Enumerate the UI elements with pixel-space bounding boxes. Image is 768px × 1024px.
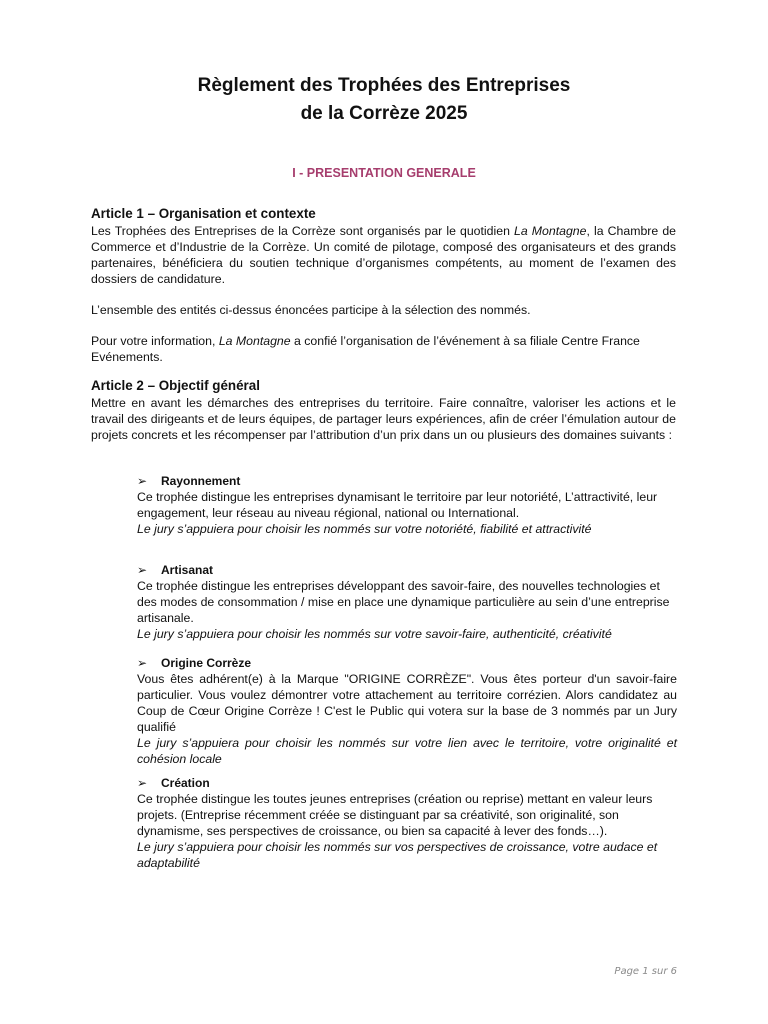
- category-description: Vous êtes adhérent(e) à la Marque "ORIGINE CORRÈZE". Vous êtes porteur d'un savoir-faire particulier. Vous voulez démontrer votre attachement au territoire corrézien. Alors candidatez au Coup de Cœur Origine Corrèze ! C'est le Public qui votera sur la base de 3 nommés par un Jury qualifié: [137, 672, 677, 734]
- article-1-p3-text-a: Pour votre information,: [91, 334, 219, 348]
- article-1-paragraph-2: L’ensemble des entités ci-dessus énoncées participe à la sélection des nommés.: [91, 303, 531, 317]
- category-origine-correze: [137, 655, 677, 767]
- article-2-heading: Article 2 – Objectif général: [91, 378, 260, 393]
- article-2: [91, 377, 676, 443]
- document-title-line2: de la Corrèze 2025: [300, 103, 468, 124]
- category-name: Origine Corrèze: [161, 656, 252, 670]
- category-jury-note: Le jury s’appuiera pour choisir les nommés sur votre lien avec le territoire, votre originalité et cohésion locale: [137, 736, 677, 766]
- category-name: Rayonnement: [161, 474, 241, 488]
- article-1-p3-emphasis: La Montagne: [218, 334, 291, 348]
- arrow-bullet-icon: ➢: [137, 563, 148, 577]
- category-rayonnement: [137, 473, 677, 537]
- article-1-p3-text-b: a confié l’organisation de l’événement à sa filiale Centre France Evénements.: [91, 334, 640, 364]
- category-name: Création: [161, 776, 210, 790]
- article-1: [91, 205, 676, 365]
- page-number: Page 1 sur 6: [614, 966, 677, 977]
- category-name: Artisanat: [161, 563, 214, 577]
- category-jury-note: Le jury s’appuiera pour choisir les nommés sur vos perspectives de croissance, votre audace et adaptabilité: [137, 840, 658, 870]
- article-1-p1-emphasis: La Montagne: [514, 224, 587, 238]
- document-title-line1: Règlement des Trophées des Entreprises: [197, 75, 571, 96]
- arrow-bullet-icon: ➢: [137, 474, 148, 488]
- category-artisanat: [137, 562, 677, 642]
- category-heading: [137, 655, 677, 671]
- arrow-bullet-icon: ➢: [137, 656, 148, 670]
- category-heading: [137, 562, 677, 578]
- category-creation: [137, 775, 677, 871]
- article-2-intro: Mettre en avant les démarches des entreprises du territoire. Faire connaître, valoriser les actions et le travail des dirigeants et de leurs équipes, de partager leurs expériences, afin de créer l’émulation autour de projets concrets et les récompenser par l’attribution d’un prix dans un ou plusieurs des domaines suivants :: [91, 396, 676, 442]
- article-1-p1-text-b: , la Chambre de Commerce et d’Industrie de la Corrèze. Un comité de pilotage, composé des organisateurs et des grands partenaires, bénéficiera du soutien technique d’organismes compétents, au moment de l’examen des dossiers de candidature.: [91, 224, 676, 286]
- category-heading: [137, 473, 677, 489]
- category-jury-note: Le jury s’appuiera pour choisir les nommés sur votre notoriété, fiabilité et attractivité: [137, 522, 592, 536]
- article-1-paragraph-1: [91, 223, 676, 287]
- section-title: I - PRESENTATION GENERALE: [292, 166, 476, 180]
- category-jury-note: Le jury s’appuiera pour choisir les nommés sur votre savoir-faire, authenticité, créativité: [137, 627, 612, 641]
- arrow-bullet-icon: ➢: [137, 776, 148, 790]
- category-description: Ce trophée distingue les toutes jeunes entreprises (création ou reprise) mettant en valeur leurs projets. (Entreprise récemment créée se distinguant par sa créativité, son originalité, son dynamisme, ses perspectives de croissance, ou bien sa capacité à lever des fonds…).: [137, 792, 653, 838]
- article-1-heading: Article 1 – Organisation et contexte: [91, 206, 316, 221]
- article-1-paragraph-3: [91, 333, 676, 365]
- category-description: Ce trophée distingue les entreprises dynamisant le territoire par leur notoriété, L’attractivité, leur engagement, leur réseau au niveau régional, national ou International.: [137, 490, 658, 520]
- category-description: Ce trophée distingue les entreprises développant des savoir-faire, des nouvelles technologies et des modes de consommation / mise en place une dynamique particulière au sein d’une entreprise artisanale.: [137, 579, 670, 625]
- category-heading: [137, 775, 677, 791]
- article-1-p1-text-a: Les Trophées des Entreprises de la Corrèze sont organisés par le quotidien: [91, 224, 515, 238]
